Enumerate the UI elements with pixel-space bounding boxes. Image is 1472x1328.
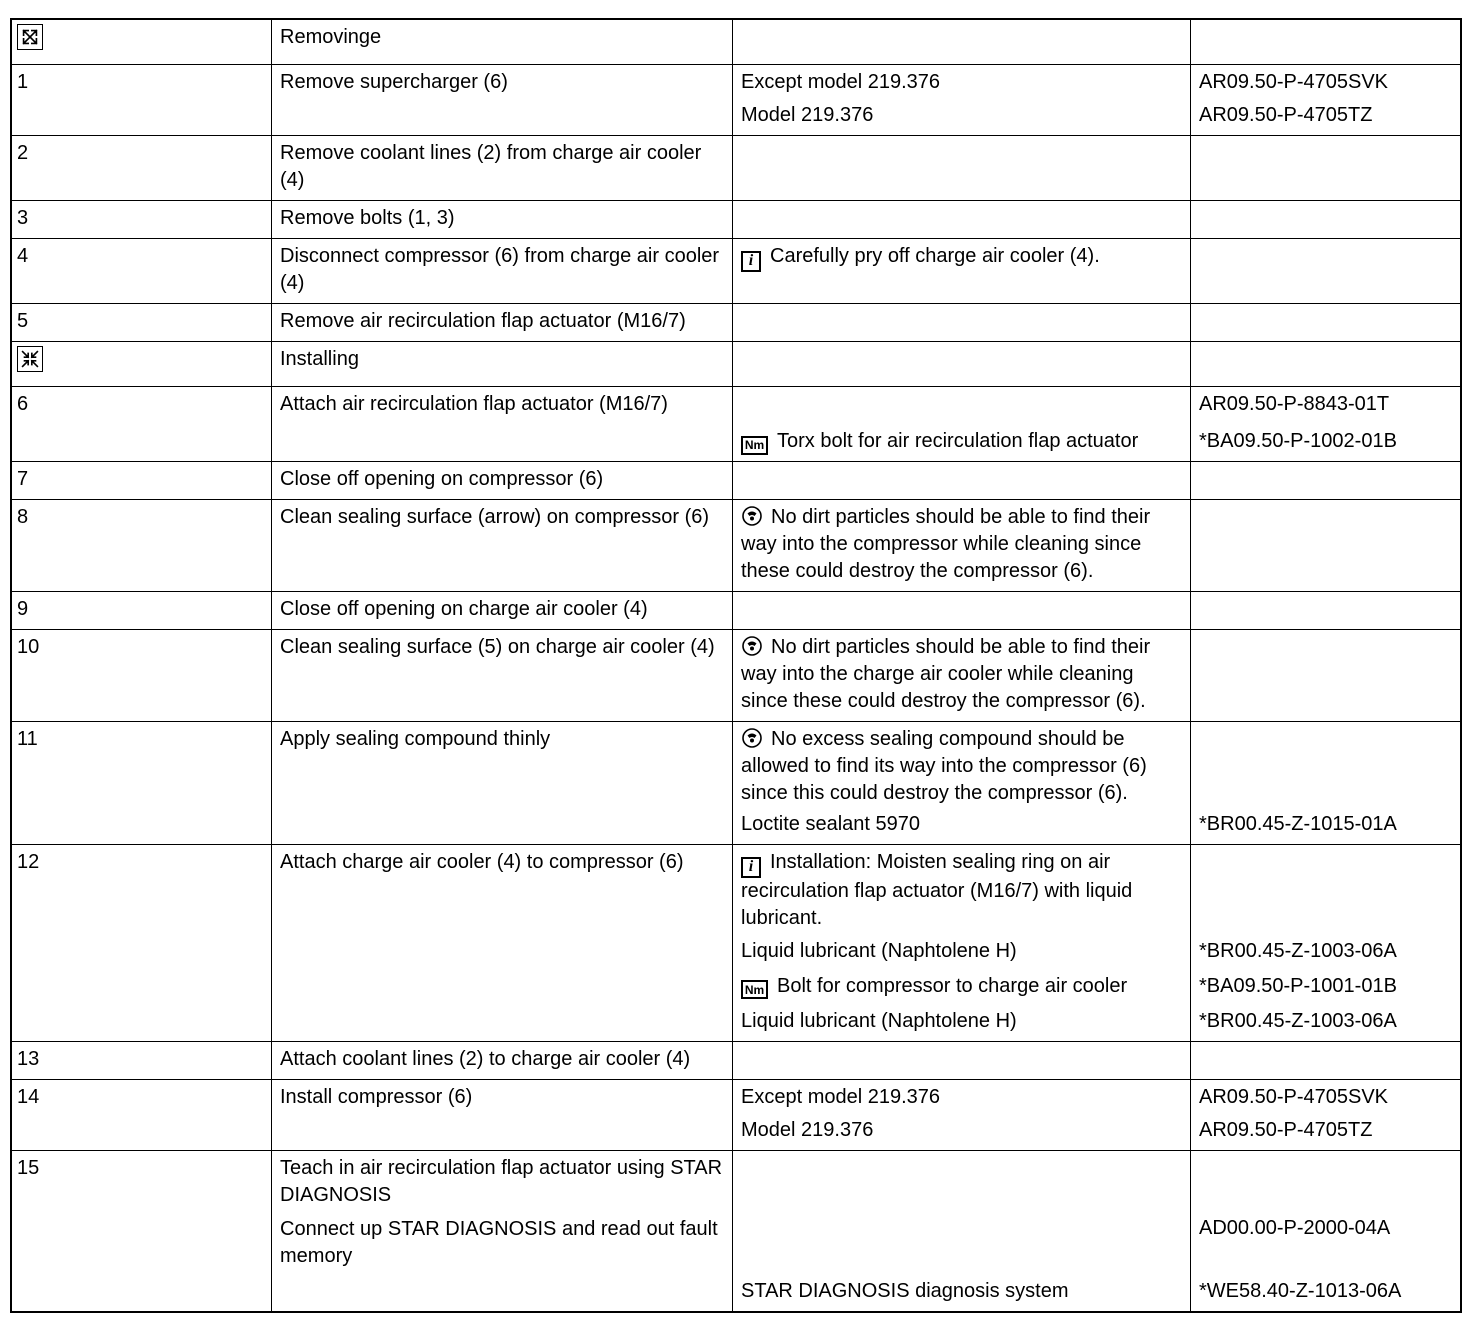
ref-code: *BA09.50-P-1001-01B [1199,974,1397,997]
procedure-cell [272,387,733,461]
note-ref-entry [733,1278,1460,1305]
procedure-text: Removinge [280,26,382,48]
procedure-text: Attach coolant lines (2) to charge air cooler (4) [280,1047,691,1070]
note-text: Loctite sealant 5970 [741,813,921,835]
table-row [12,303,1460,341]
note-ref-entry [733,973,1460,1000]
column-divider [1190,20,1191,64]
procedure-cell [272,239,733,303]
ref-code: AR09.50-P-4705TZ [1199,104,1373,126]
column-divider [1190,342,1191,386]
notes-refs-cell [733,462,1460,499]
ref-code: *WE58.40-Z-1013-06A [1199,1279,1402,1302]
step-cell [12,500,272,591]
note-text: Liquid lubricant (Naphtolene H) [741,1009,1017,1032]
procedure-cell [272,500,733,591]
note-text [733,1215,1190,1242]
notes-refs-cell [733,500,1460,591]
material-damage-icon [741,727,763,749]
procedure-text: Remove coolant lines (2) from charge air cooler (4) [280,142,702,191]
step-cell [12,1042,272,1079]
step-cell [12,1080,272,1150]
note-ref-entry [733,391,1460,418]
ref-code: *BR00.45-Z-1015-01A [1199,813,1397,835]
info-icon: i [741,251,761,272]
notes-refs-cell [733,592,1460,629]
notes-refs-cell [733,304,1460,341]
procedure-text: Close off opening on compressor (6) [280,468,604,490]
column-divider [1190,462,1191,499]
note-text: Except model 219.376 [741,1085,941,1108]
installing-icon [17,346,43,372]
note-ref-entry [733,69,1460,96]
note-ref-entry [733,1117,1460,1144]
column-divider [1190,500,1191,591]
note-text: i Carefully pry off charge air cooler (4). [733,243,1190,272]
procedure-text: Connect up STAR DIAGNOSIS and read out fault memory [280,1217,718,1267]
procedure-text: Attach charge air cooler (4) to compressor (6) [280,851,684,873]
column-divider [1190,1080,1191,1150]
notes-refs-cell [733,239,1460,303]
column-divider [1190,201,1191,238]
table-row [12,1079,1460,1150]
procedure-cell [272,1151,733,1311]
notes-refs-cell [733,342,1460,386]
step-cell [12,1151,272,1311]
column-divider [1190,136,1191,200]
info-icon: i [741,857,761,878]
procedure-text: Clean sealing surface (5) on charge air cooler (4) [280,636,715,658]
note-text: Model 219.376 [741,1118,874,1141]
column-divider [1190,630,1191,721]
note-text: Nm Torx bolt for air recirculation flap actuator [733,428,1190,455]
note-text: No dirt particles should be able to find their way into the compressor while cleaning since these could destroy the compressor (6). [741,506,1151,582]
step-number: 12 [17,851,40,873]
step-cell [12,462,272,499]
step-number: 2 [17,142,29,164]
step-number: 8 [17,506,29,528]
table-row [12,341,1460,386]
torque-nm-icon: Nm [741,980,768,999]
note-text: i Installation: Moisten sealing ring on air recirculation flap actuator (M16/7) with liquid lubricant. [741,851,1133,929]
step-number: 9 [17,598,29,620]
notes-refs-cell [733,201,1460,238]
step-cell [12,845,272,1041]
procedure-cell [272,342,733,386]
table-row [12,20,1460,64]
ref-code [1190,726,1460,807]
note-text: No excess sealing compound should be allowed to find its way into the compressor (6) since this could destroy the compressor (6). [741,728,1147,804]
step-number: 6 [17,393,29,415]
procedure-text: Disconnect compressor (6) from charge air cooler (4) [280,245,720,294]
procedure-text: Clean sealing surface (arrow) on compressor (6) [280,506,710,528]
torque-nm-icon: Nm [741,436,768,455]
note-text: STAR DIAGNOSIS diagnosis system [741,1279,1069,1302]
ref-code: *BR00.45-Z-1003-06A [1199,939,1397,962]
table-row [12,200,1460,238]
ref-code: AR09.50-P-8843-01T [1199,393,1390,415]
column-divider [1190,722,1191,844]
note-ref-entry [733,1008,1460,1035]
notes-refs-cell [733,1151,1460,1311]
procedure-cell [272,592,733,629]
note-text: Except model 219.376 [741,71,941,93]
table-row [12,499,1460,591]
procedure-cell [272,722,733,844]
ref-code [1190,504,1460,585]
ref-code: AR09.50-P-4705TZ [1199,1118,1373,1141]
procedure-text: Close off opening on charge air cooler (4) [280,598,648,620]
procedure-text: Remove air recirculation flap actuator (M16/7) [280,310,686,332]
step-number: 10 [17,636,40,658]
table-row [12,629,1460,721]
notes-refs-cell [733,20,1460,64]
column-divider [1190,304,1191,341]
step-cell [12,630,272,721]
step-cell [12,592,272,629]
procedure-cell [272,630,733,721]
note-ref-entry [733,504,1460,585]
material-damage-icon [741,635,763,657]
note-ref-entry [733,1215,1460,1242]
notes-refs-cell [733,136,1460,200]
step-cell [12,304,272,341]
ref-code [1190,849,1460,932]
procedure-text: Install compressor (6) [280,1085,473,1108]
step-number: 1 [17,71,29,93]
procedure-cell [272,462,733,499]
table-row [12,238,1460,303]
table-row [12,1041,1460,1079]
note-ref-entry [733,102,1460,129]
note-ref-entry [733,938,1460,965]
procedure-cell [272,201,733,238]
procedure-text: Installing [280,348,359,370]
step-number: 14 [17,1085,40,1108]
step-number: 11 [17,728,38,750]
procedure-cell [272,304,733,341]
material-damage-icon [741,505,763,527]
notes-refs-cell [733,1042,1460,1079]
procedure-cell [272,136,733,200]
table-row [12,386,1460,461]
column-divider [1190,387,1191,461]
column-divider [1190,239,1191,303]
note-text: Model 219.376 [741,104,874,126]
note-text [733,391,1190,418]
ref-code: AD00.00-P-2000-04A [1199,1216,1391,1239]
note-ref-entry [733,849,1460,932]
table-row [12,135,1460,200]
column-divider [1190,592,1191,629]
note-ref-entry [733,243,1460,272]
table-row [12,64,1460,135]
removing-icon [17,24,43,50]
procedure-cell [272,65,733,135]
step-cell [12,387,272,461]
column-divider [1190,845,1191,1041]
step-number: 5 [17,310,29,332]
notes-refs-cell [733,845,1460,1041]
step-cell [12,722,272,844]
procedure-text: Apply sealing compound thinly [280,728,551,750]
column-divider [1190,1042,1191,1079]
note-ref-entry [733,634,1460,715]
step-cell [12,65,272,135]
table-row [12,844,1460,1041]
note-text: No dirt particles should be able to find their way into the charge air cooler while cleaning since these could destroy the compressor (6). [741,636,1151,712]
ref-code: AR09.50-P-4705SVK [1199,71,1389,93]
step-cell [12,20,272,64]
ref-code: *BR00.45-Z-1003-06A [1199,1009,1397,1032]
step-number: 7 [17,468,29,490]
table-row [12,591,1460,629]
notes-refs-cell [733,722,1460,844]
note-ref-entry [733,428,1460,455]
note-text: Nm Bolt for compressor to charge air cooler [733,973,1190,1000]
note-ref-entry [733,1084,1460,1111]
notes-refs-cell [733,1080,1460,1150]
ref-code: *BA09.50-P-1002-01B [1199,430,1397,452]
note-ref-entry [733,726,1460,807]
notes-refs-cell [733,65,1460,135]
notes-refs-cell [733,630,1460,721]
step-number: 3 [17,207,29,229]
step-cell [12,342,272,386]
table-row [12,461,1460,499]
note-ref-entry [733,811,1460,838]
procedure-cell [272,1042,733,1079]
ref-code [1190,243,1460,272]
ref-code [1190,634,1460,715]
procedure-cell [272,845,733,1041]
step-cell [12,239,272,303]
procedure-text: Remove supercharger (6) [280,71,508,93]
ref-code: AR09.50-P-4705SVK [1199,1085,1389,1108]
column-divider [1190,1151,1191,1311]
step-number: 15 [17,1156,40,1179]
table-row [12,1150,1460,1311]
procedure-table [10,18,1462,1313]
notes-refs-cell [733,387,1460,461]
table-row [12,721,1460,844]
note-text: Liquid lubricant (Naphtolene H) [741,939,1017,962]
step-cell [12,136,272,200]
step-number: 13 [17,1047,40,1070]
procedure-text: Teach in air recirculation flap actuator using STAR DIAGNOSIS [280,1156,723,1206]
procedure-cell [272,20,733,64]
procedure-text: Attach air recirculation flap actuator (M16/7) [280,393,668,415]
step-cell [12,201,272,238]
procedure-cell [272,1080,733,1150]
procedure-text: Remove bolts (1, 3) [280,207,455,229]
step-number: 4 [17,245,29,267]
column-divider [1190,65,1191,135]
